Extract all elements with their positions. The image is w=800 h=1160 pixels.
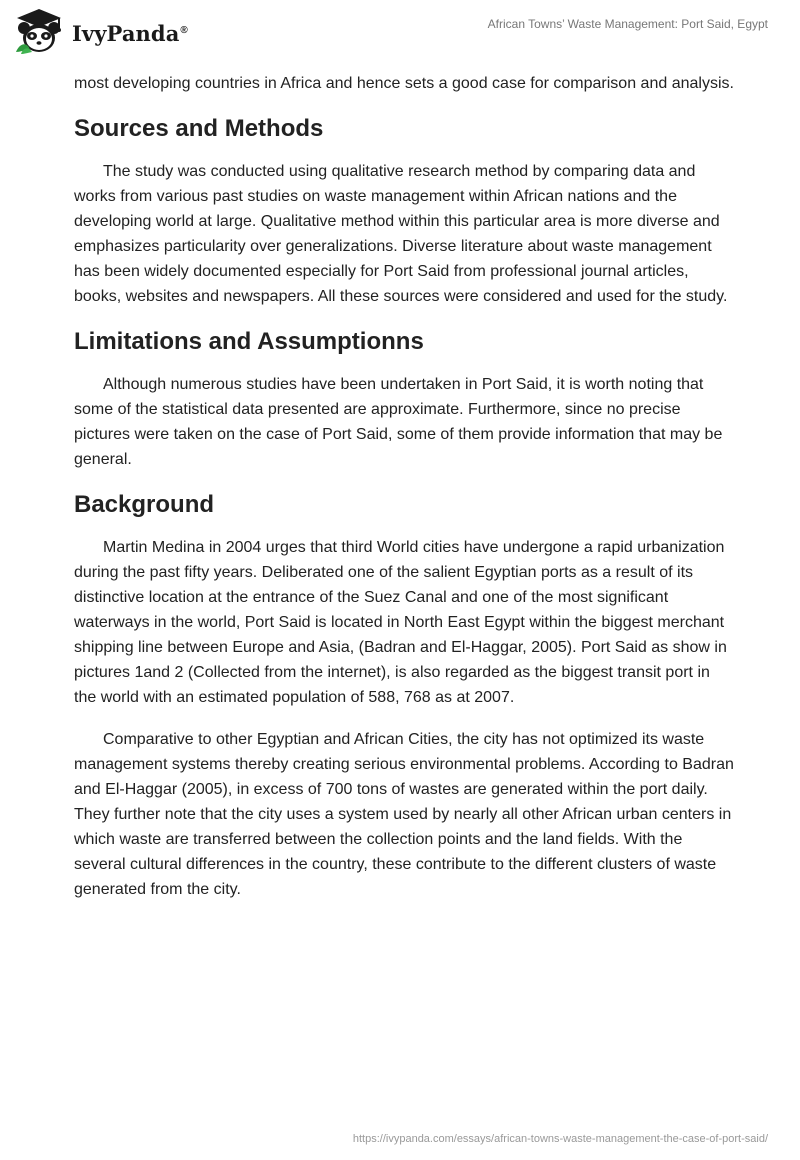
intro-paragraph-tail: most developing countries in Africa and hence sets a good case for comparison and analysis. [74, 75, 734, 92]
article-body [74, 71, 734, 902]
paragraph-sources-methods: The study was conducted using qualitative research method by comparing data and works from various past studies on waste management within African nations and the developing world at large. Qualitative method within this particular area is more diverse and emphasizes particularity over generalizations. Diverse literature about waste management has been widely documented especially for Port Said from professional journal articles, books, websites and newspapers. All these sources were considered and used for the study. [74, 163, 728, 305]
heading-background: Background [74, 491, 215, 518]
document-title: African Towns’ Waste Management: Port Said, Egypt [487, 17, 768, 31]
panda-graduate-icon [14, 8, 64, 56]
heading-sources-and-methods: Sources and Methods [74, 115, 324, 142]
ivypanda-logo[interactable] [14, 8, 188, 56]
heading-limitations-assumptions: Limitations and Assumptionns [74, 328, 424, 355]
paragraph-limitations: Although numerous studies have been undertaken in Port Said, it is worth noting that some of the statistical data presented are approximate. Furthermore, since no precise pictures were taken on the case of Port Said, some of them provide information that may be general. [74, 376, 723, 468]
registered-mark: ® [180, 24, 188, 36]
source-url[interactable]: https://ivypanda.com/essays/african-towns-waste-management-the-case-of-port-said/ [352, 1133, 768, 1145]
brand-name: IvyPanda® [72, 20, 188, 46]
paragraph-background-1: Martin Medina in 2004 urges that third World cities have undergone a rapid urbanization during the past fifty years. Deliberated one of the salient Egyptian ports as a result of its distinctive location at the entrance of the Suez Canal and one of the most significant waterways in the world, Port Said is located in North East Egypt within the biggest merchant shipping line between Europe and Asia, (Badran and El-Haggar, 2005). Port Said as show in pictures 1and 2 (Collected from the internet), is also regarded as the biggest transit port in the world with an estimated population of 588, 768 as at 2007. [74, 539, 727, 706]
page-header [0, 0, 800, 64]
paragraph-background-2: Comparative to other Egyptian and African Cities, the city has not optimized its waste management systems thereby creating serious environmental problems. According to Badran and El-Haggar (2005), in excess of 700 tons of wastes are generated within the port daily. They further note that the city uses a system used by nearly all other African urban centers in which waste are transferred between the collection points and the land fields. With the several cultural differences in the country, these contribute to the different clusters of waste generated from the city. [74, 731, 734, 898]
